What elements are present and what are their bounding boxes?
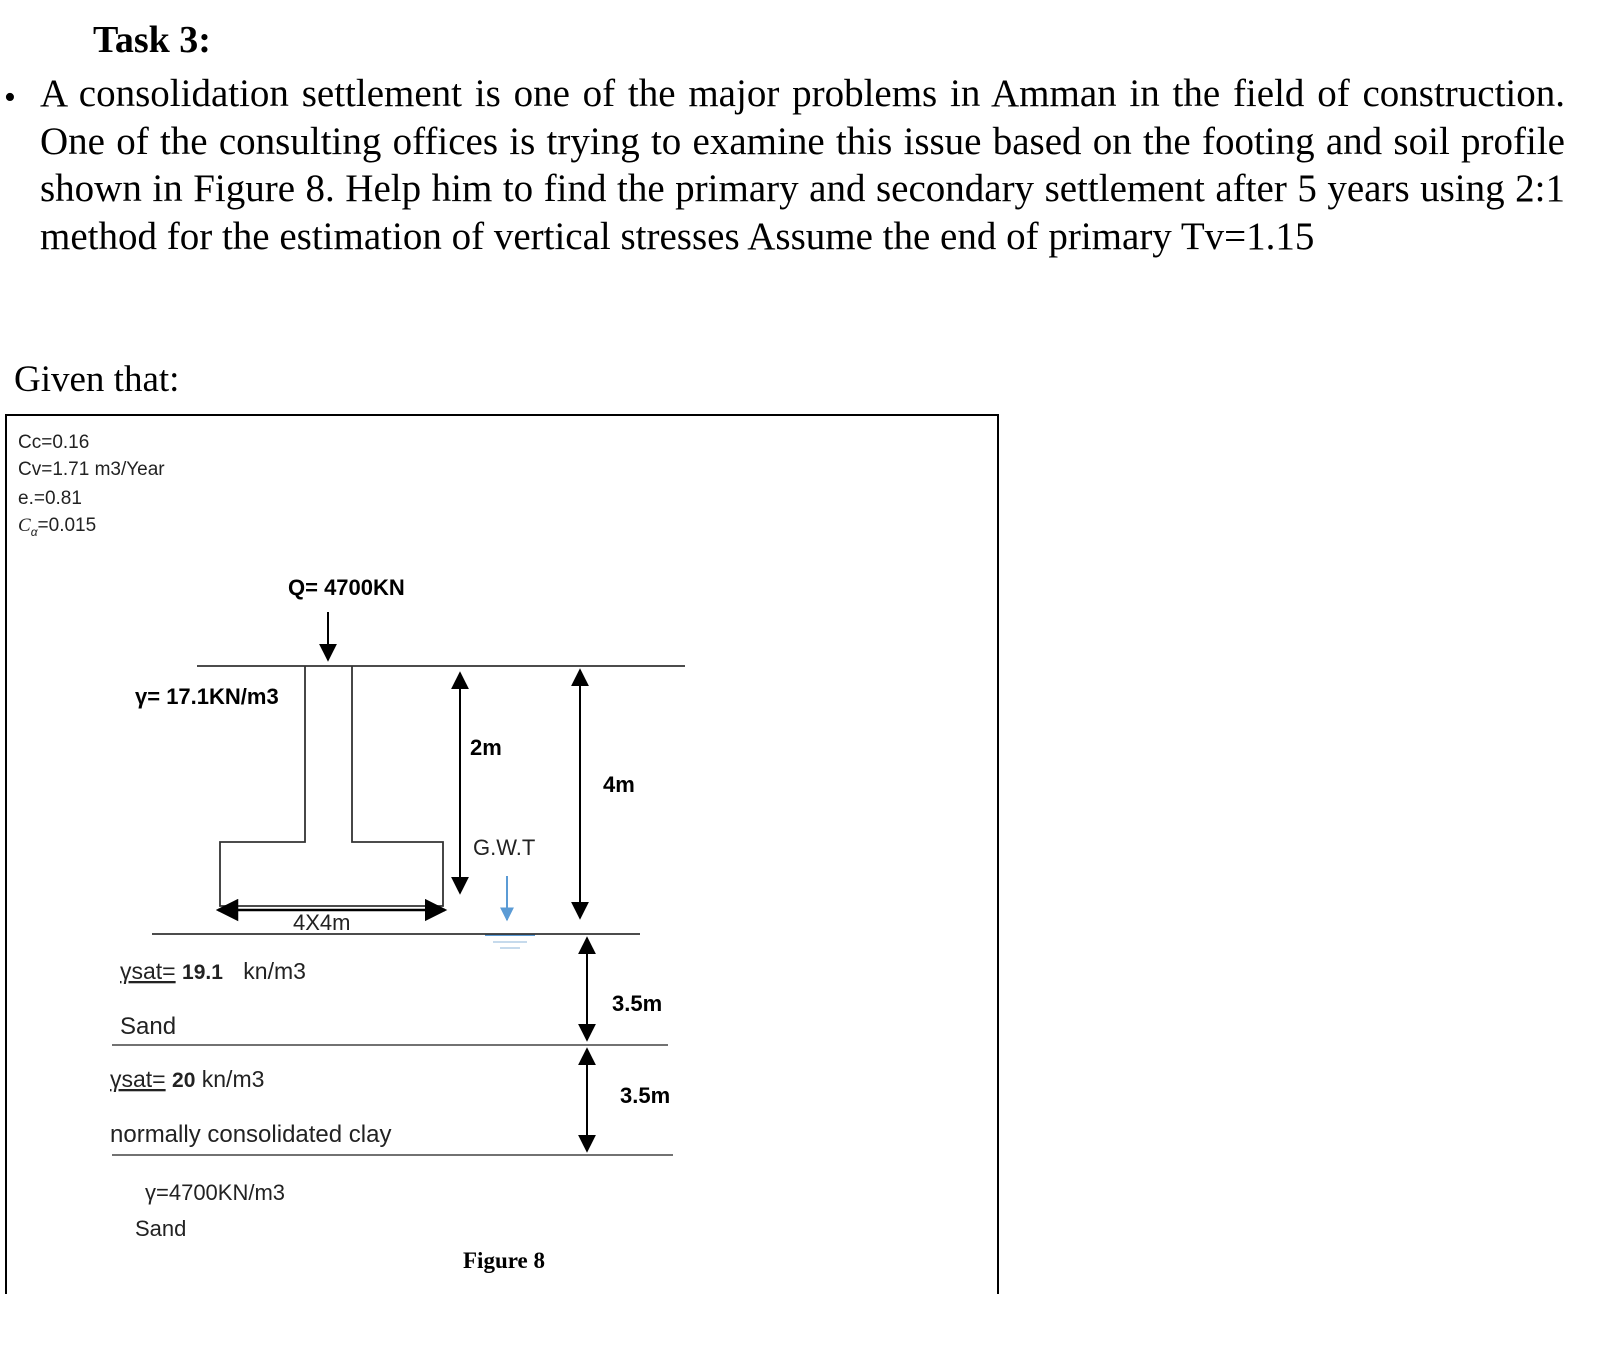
param-cc: Cc=0.16: [18, 432, 90, 453]
dimension-clay-label: 3.5m: [620, 1083, 671, 1108]
sand-gamma-value: 19.1: [182, 961, 223, 984]
calpha-value: =0.015: [37, 515, 97, 536]
figure-caption: Figure 8: [463, 1248, 545, 1273]
calpha-symbol: C: [18, 515, 31, 536]
bottom-gamma-label: γ=4700KN/m3: [145, 1180, 286, 1205]
bottom-sand-label: Sand: [135, 1216, 187, 1241]
dimension-2m-label: 2m: [470, 735, 502, 760]
clay-gamma-value: 20: [172, 1069, 196, 1092]
sand-gamma: [120, 958, 306, 984]
gwt-label: G.W.T: [473, 835, 536, 860]
load-label: Q= 4700KN: [288, 575, 405, 600]
clay-gamma-label: γsat=: [110, 1066, 166, 1092]
clay-gamma-unit: kn/m3: [201, 1066, 265, 1092]
sand-gamma-unit: kn/m3: [243, 958, 306, 984]
footing-size-label: 4X4m: [293, 910, 351, 935]
param-e0: e.=0.81: [18, 488, 82, 509]
sand-gamma-label: γsat=: [120, 958, 176, 984]
clay-gamma: [110, 1066, 264, 1092]
given-heading: Given that:: [14, 359, 180, 400]
param-cv: Cv=1.71 m3/Year: [18, 459, 165, 480]
sand-label: Sand: [120, 1013, 177, 1040]
gamma-top-label: γ= 17.1KN/m3: [135, 684, 279, 709]
task-description: A consolidation settlement is one of the major problems in Amman in the field of construction. One of the consulting offices is trying to examine this issue based on the footing and soil profile shown in Figure 8. Help him to find the primary and secondary settlement after 5 years using 2:1 method for the estimation of vertical stresses Assume the end of primary Tv=1.15: [40, 72, 1565, 258]
dimension-4m-label: 4m: [603, 772, 635, 797]
clay-label: normally consolidated clay: [110, 1121, 392, 1148]
bullet-point: •: [4, 79, 16, 116]
task-title: Task 3:: [93, 19, 211, 61]
calpha-subscript: α: [30, 524, 38, 539]
dimension-sand-label: 3.5m: [612, 991, 663, 1016]
